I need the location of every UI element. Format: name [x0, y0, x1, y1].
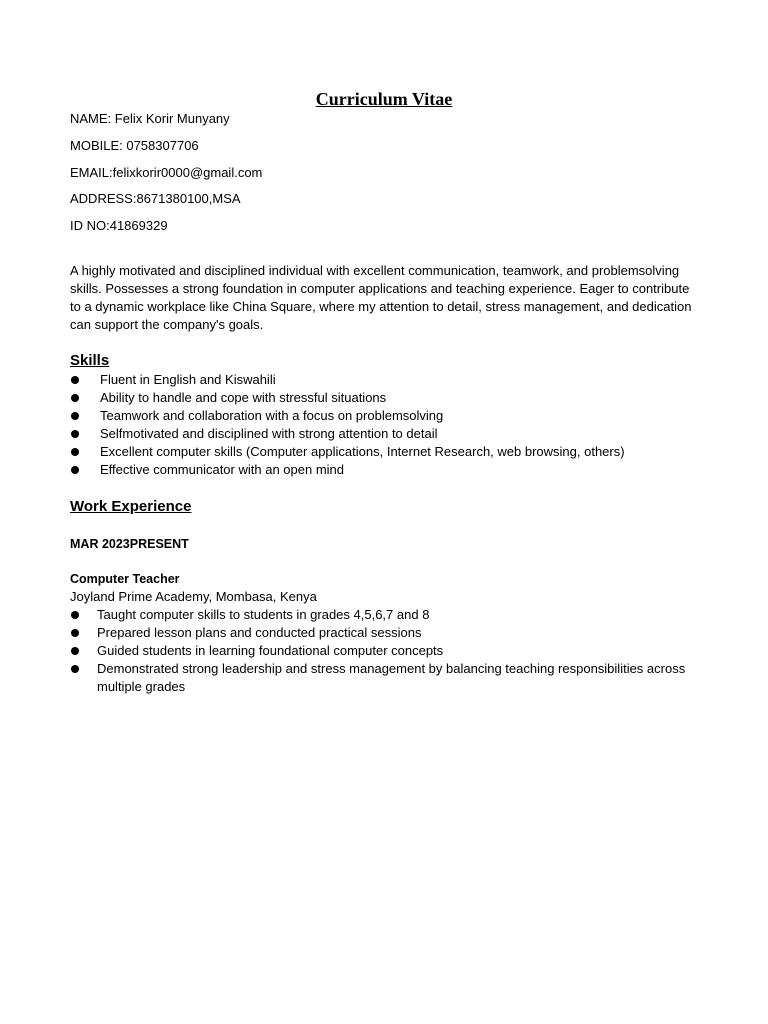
contact-address: ADDRESS:8671380100,MSA — [70, 191, 241, 206]
skill-text: Ability to handle and cope with stressful situations — [100, 390, 387, 405]
duty-item — [70, 606, 720, 624]
document-title: Curriculum Vitae — [315, 89, 453, 109]
skill-item — [70, 371, 720, 389]
duty-item — [70, 642, 720, 660]
bullet-icon — [71, 448, 79, 456]
duty-item — [70, 624, 720, 642]
duty-text: Taught computer skills to students in grades 4,5,6,7 and 8 — [97, 607, 430, 622]
bullet-icon — [71, 611, 79, 619]
work-duties-list — [70, 606, 720, 696]
bullet-icon — [71, 629, 79, 637]
skill-text: Teamwork and collaboration with a focus on problemsolving — [100, 408, 444, 423]
skill-item — [70, 443, 720, 461]
bullet-icon — [71, 430, 79, 438]
skills-list — [70, 371, 720, 479]
skill-item — [70, 425, 720, 443]
skill-text: Fluent in English and Kiswahili — [100, 372, 276, 387]
contact-mobile: MOBILE: 0758307706 — [70, 138, 199, 153]
skills-heading: Skills — [70, 352, 110, 369]
duty-item — [70, 660, 720, 696]
duty-text: Demonstrated strong leadership and stress management by balancing teaching responsibilities across multiple grades — [97, 661, 686, 694]
skill-text: Selfmotivated and disciplined with strong attention to detail — [100, 426, 438, 441]
bullet-icon — [71, 647, 79, 655]
work-period: MAR 2023PRESENT — [70, 537, 189, 551]
employer: Joyland Prime Academy, Mombasa, Kenya — [70, 589, 317, 604]
bullet-icon — [71, 665, 79, 673]
bullet-icon — [71, 394, 79, 402]
skill-item — [70, 407, 720, 425]
bullet-icon — [71, 412, 79, 420]
bullet-icon — [71, 376, 79, 384]
work-experience-heading: Work Experience — [70, 498, 192, 515]
skill-item — [70, 389, 720, 407]
contact-email: EMAIL:felixkorir0000@gmail.com — [70, 165, 263, 180]
skill-text: Excellent computer skills (Computer applications, Internet Research, web browsing, others) — [100, 444, 625, 459]
contact-id-number: ID NO:41869329 — [70, 218, 168, 233]
skill-text: Effective communicator with an open mind — [100, 462, 344, 477]
job-title: Computer Teacher — [70, 572, 180, 586]
duty-text: Guided students in learning foundational computer concepts — [97, 643, 444, 658]
duty-text: Prepared lesson plans and conducted practical sessions — [97, 625, 422, 640]
skill-item — [70, 461, 720, 479]
bullet-icon — [71, 466, 79, 474]
contact-name: NAME: Felix Korir Munyany — [70, 111, 230, 126]
profile-summary: A highly motivated and disciplined individual with excellent communication, teamwork, and problemsolving skills. Possesses a strong foundation in computer applications and teaching experience. Eager to contribute to a dynamic workplace like China Square, where my attention to detail, stress management, and dedication can support the company's goals. — [70, 263, 692, 332]
